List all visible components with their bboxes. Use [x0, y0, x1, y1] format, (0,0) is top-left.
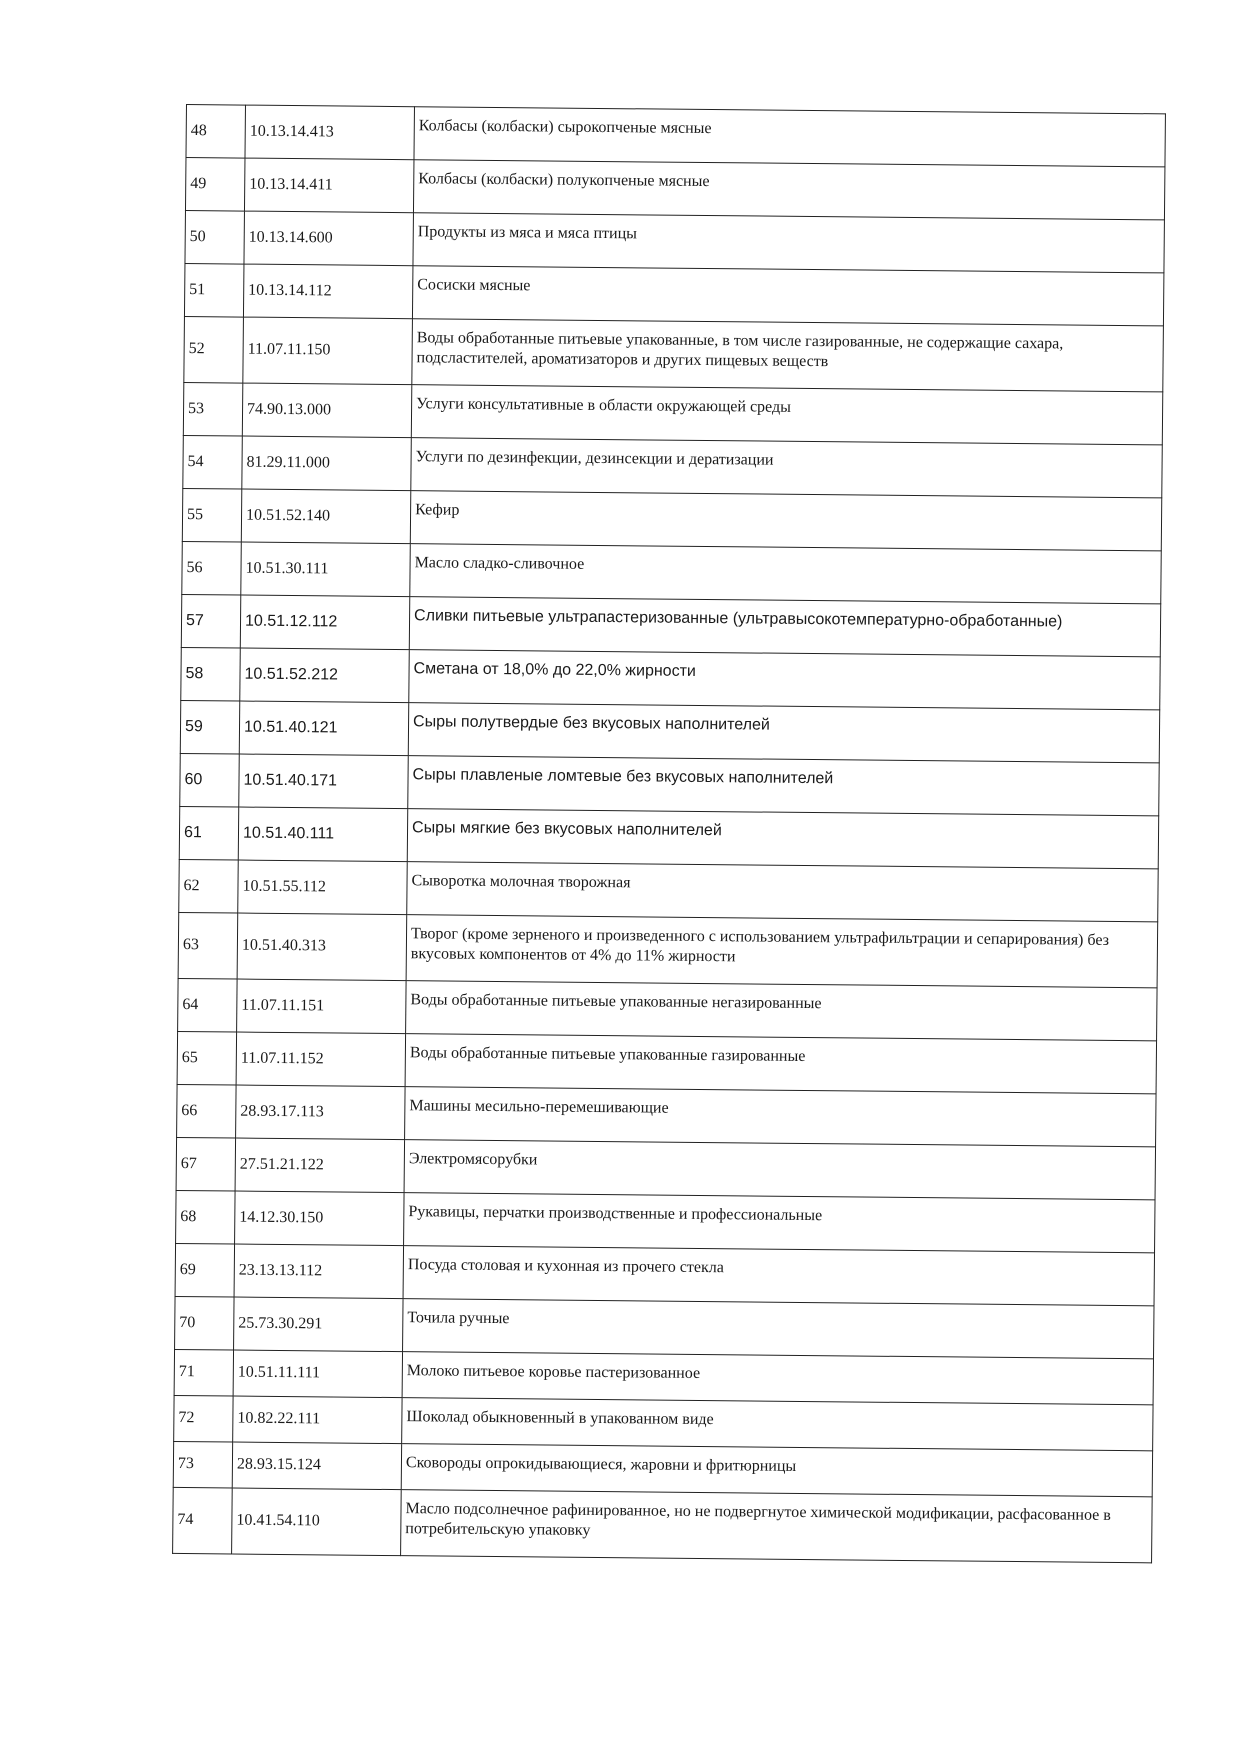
okpd2-code-cell: 28.93.17.113	[236, 1085, 406, 1140]
okpd2-code-cell: 10.51.55.112	[238, 860, 408, 915]
item-name-cell: Сыворотка молочная творожная	[407, 862, 1158, 922]
row-number-cell: 51	[184, 263, 244, 317]
okpd2-code-cell: 10.13.14.411	[244, 158, 414, 213]
table-row	[176, 1137, 1155, 1199]
row-number-cell: 56	[182, 541, 242, 595]
item-name-cell: Кефир	[410, 491, 1161, 551]
okpd2-code-cell: 10.51.52.212	[240, 648, 410, 703]
okpd2-code-cell: 10.82.22.111	[233, 1396, 402, 1444]
item-name-cell: Посуда столовая и кухонная из прочего стекла	[403, 1246, 1154, 1306]
table-body	[173, 105, 1166, 1563]
row-number-cell: 70	[175, 1296, 235, 1350]
okpd2-code-cell: 10.13.14.112	[243, 264, 413, 319]
item-name-cell: Сливки питьевые ультрапастеризованные (ультравысокотемпературно-обработанные)	[409, 597, 1160, 657]
table-row	[173, 1487, 1153, 1562]
table-row	[185, 158, 1164, 220]
table-row	[186, 105, 1165, 167]
table-row	[179, 806, 1158, 868]
item-name-cell: Воды обработанные питьевые упакованные, в том числе газированные, не содержащие сахара, подсластителей, ароматизаторов и других пищевых веществ	[412, 319, 1164, 392]
item-name-cell: Сметана от 18,0% до 22,0% жирности	[409, 650, 1160, 710]
row-number-cell: 63	[178, 912, 238, 979]
okpd2-code-cell: 10.13.14.413	[245, 105, 415, 160]
row-number-cell: 64	[178, 978, 238, 1032]
table-row	[184, 316, 1164, 391]
row-number-cell: 55	[182, 488, 242, 542]
item-name-cell: Услуги по дезинфекции, дезинсекции и дератизации	[411, 438, 1162, 498]
item-name-cell: Сыры плавленые ломтевые без вкусовых наполнителей	[408, 756, 1159, 816]
row-number-cell: 71	[174, 1349, 233, 1396]
item-name-cell: Рукавицы, перчатки производственные и профессиональные	[404, 1193, 1155, 1253]
okpd2-code-cell: 28.93.15.124	[232, 1442, 401, 1490]
table-row	[181, 594, 1160, 656]
row-number-cell: 73	[173, 1441, 232, 1488]
table-row	[178, 912, 1158, 987]
table-row	[183, 435, 1162, 497]
item-name-cell: Сковороды опрокидывающиеся, жаровни и фритюрницы	[401, 1444, 1152, 1497]
row-number-cell: 57	[181, 594, 241, 648]
okpd2-code-cell: 10.51.40.313	[237, 913, 407, 981]
item-name-cell: Машины месильно-перемешивающие	[405, 1087, 1156, 1147]
okpd2-code-cell: 10.51.12.112	[240, 595, 410, 650]
table-row	[179, 859, 1158, 921]
row-number-cell: 53	[183, 382, 243, 436]
row-number-cell: 72	[174, 1395, 233, 1442]
item-name-cell: Колбасы (колбаски) полукопченые мясные	[413, 160, 1164, 220]
table-row	[182, 541, 1161, 603]
row-number-cell: 50	[185, 210, 245, 264]
okpd2-code-cell: 23.13.13.112	[234, 1244, 404, 1299]
okpd2-code-cell: 10.51.40.171	[239, 754, 409, 809]
item-name-cell: Сыры полутвердые без вкусовых наполнителей	[408, 703, 1159, 763]
row-number-cell: 74	[173, 1487, 233, 1554]
row-number-cell: 49	[185, 158, 245, 212]
okpd2-code-cell: 27.51.21.122	[235, 1138, 405, 1193]
okpd2-code-cell: 10.51.40.121	[239, 701, 409, 756]
item-name-cell: Точила ручные	[403, 1299, 1154, 1359]
item-name-cell: Масло сладко-сливочное	[410, 544, 1161, 604]
table-row	[175, 1243, 1154, 1305]
item-name-cell: Услуги консультативные в области окружающей среды	[411, 385, 1162, 445]
row-number-cell: 52	[184, 316, 244, 383]
okpd2-code-cell: 10.13.14.600	[244, 211, 414, 266]
okpd2-code-cell: 10.51.40.111	[238, 807, 408, 862]
row-number-cell: 65	[177, 1031, 237, 1085]
item-name-cell: Творог (кроме зерненого и произведенного с использованием ультрафильтрации и сепарирования) без вкусовых компонентов от 4% до 11% жирности	[406, 915, 1158, 988]
row-number-cell: 66	[177, 1084, 237, 1138]
table-row	[177, 1084, 1156, 1146]
table-row	[181, 647, 1160, 709]
row-number-cell: 62	[179, 859, 239, 913]
row-number-cell: 54	[183, 435, 243, 489]
table-row	[185, 210, 1164, 272]
table-row	[180, 753, 1159, 815]
table-row	[180, 700, 1159, 762]
okpd2-code-cell: 11.07.11.152	[236, 1032, 406, 1087]
row-number-cell: 48	[186, 105, 246, 159]
row-number-cell: 69	[175, 1243, 235, 1297]
row-number-cell: 61	[179, 806, 239, 860]
okpd2-code-cell: 10.51.30.111	[241, 542, 411, 597]
item-name-cell: Воды обработанные питьевые упакованные газированные	[405, 1034, 1156, 1094]
okpd2-code-cell: 11.07.11.151	[237, 979, 407, 1034]
row-number-cell: 67	[176, 1137, 236, 1191]
row-number-cell: 59	[180, 700, 240, 754]
table-row	[182, 488, 1161, 550]
okpd2-code-cell: 81.29.11.000	[242, 436, 412, 491]
item-name-cell: Продукты из мяса и мяса птицы	[413, 213, 1164, 273]
okpd2-code-cell: 10.51.11.111	[233, 1350, 402, 1398]
row-number-cell: 68	[176, 1190, 236, 1244]
item-name-cell: Колбасы (колбаски) сырокопченые мясные	[414, 107, 1165, 167]
okpd2-code-cell: 14.12.30.150	[235, 1191, 405, 1246]
row-number-cell: 58	[181, 647, 241, 701]
item-name-cell: Масло подсолнечное рафинированное, но не подвергнутое химической модификации, расфасованное в потребительскую упаковку	[401, 1490, 1153, 1563]
table-row	[178, 978, 1157, 1040]
okpd2-code-cell: 11.07.11.150	[243, 317, 413, 385]
table-row	[183, 382, 1162, 444]
item-name-cell: Молоко питьевое коровье пастеризованное	[402, 1352, 1153, 1405]
okpd2-code-cell: 10.41.54.110	[232, 1488, 402, 1556]
table-row	[177, 1031, 1156, 1093]
okpd2-code-cell: 74.90.13.000	[242, 383, 412, 438]
item-name-cell: Воды обработанные питьевые упакованные негазированные	[406, 981, 1157, 1041]
okpd2-code-cell: 10.51.52.140	[241, 489, 411, 544]
item-name-cell: Электромясорубки	[404, 1140, 1155, 1200]
table-row	[184, 263, 1163, 325]
table-row	[176, 1190, 1155, 1252]
row-number-cell: 60	[180, 753, 240, 807]
item-name-cell: Сыры мягкие без вкусовых наполнителей	[407, 809, 1158, 869]
item-name-cell: Сосиски мясные	[412, 266, 1163, 326]
item-name-cell: Шоколад обыкновенный в упакованном виде	[402, 1398, 1153, 1451]
table-row	[175, 1296, 1154, 1358]
okpd2-code-cell: 25.73.30.291	[234, 1297, 404, 1352]
okpd2-codes-table	[172, 104, 1166, 1563]
